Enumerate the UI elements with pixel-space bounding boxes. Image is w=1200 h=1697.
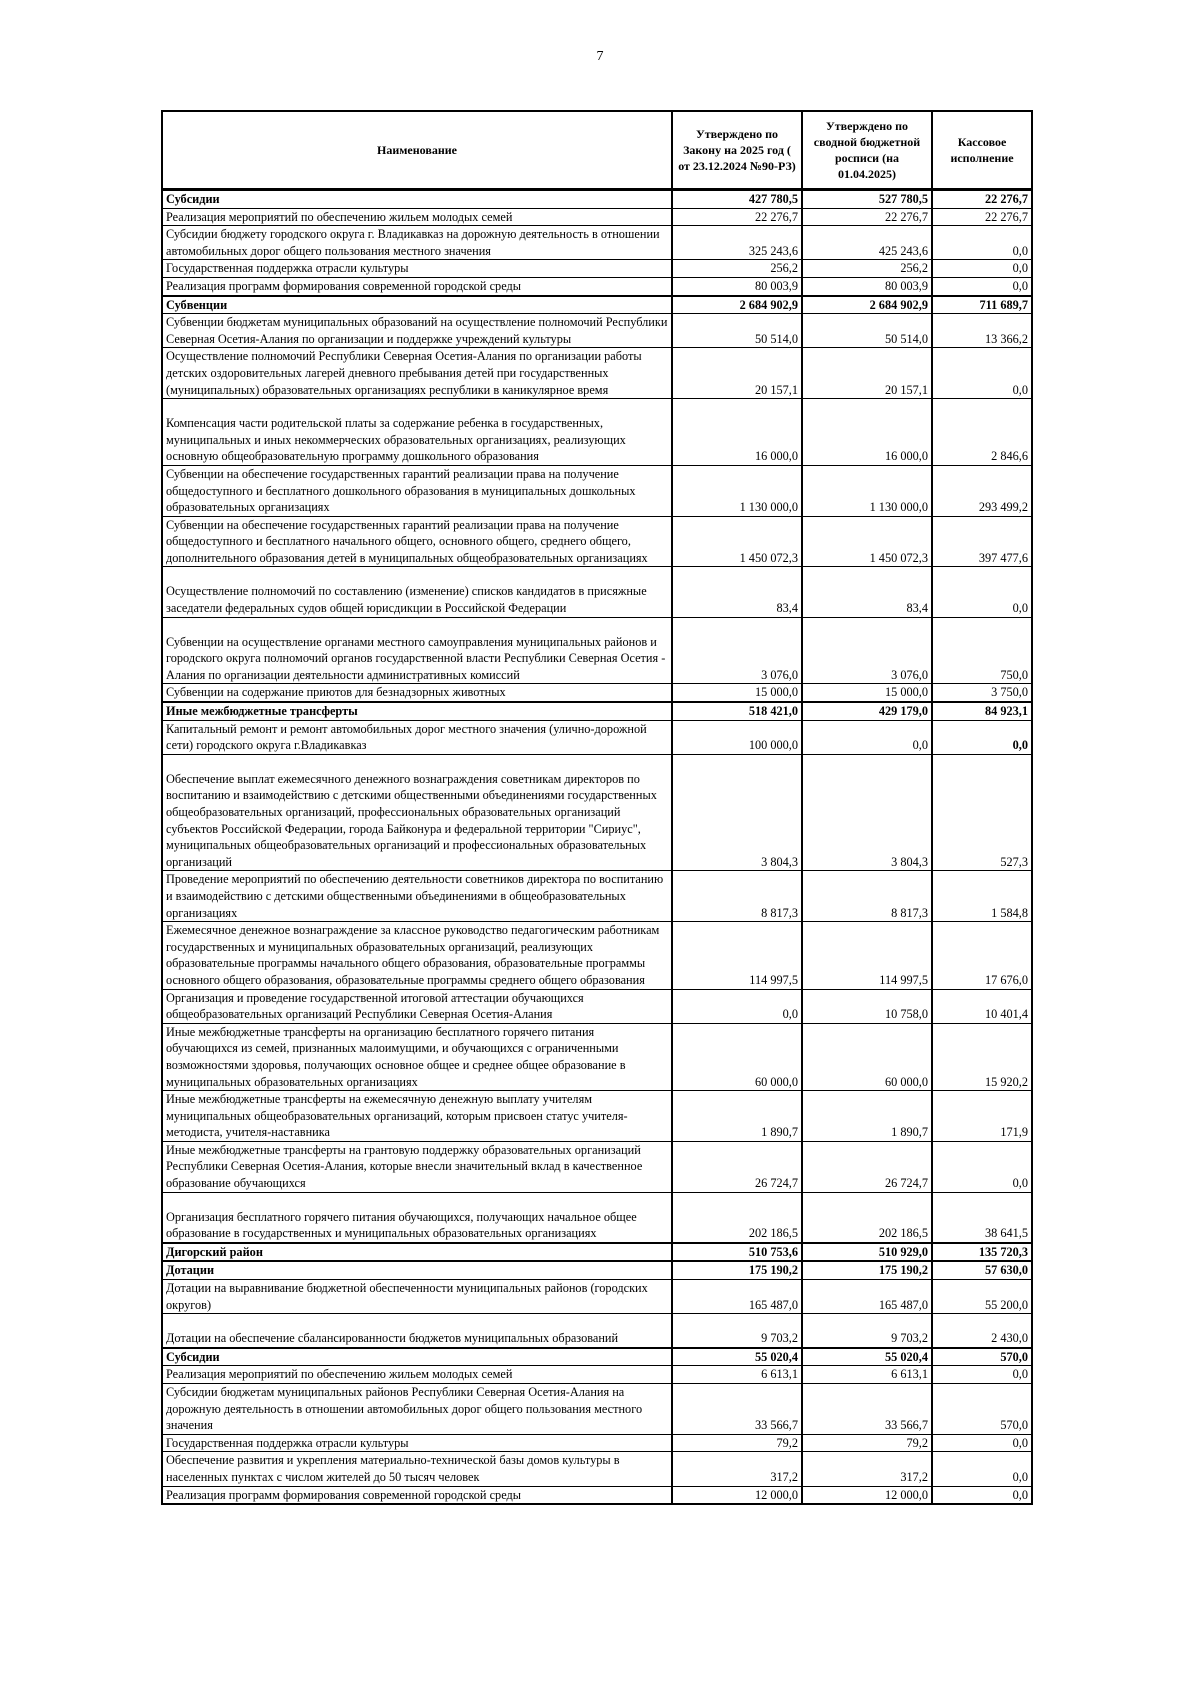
row-name: Реализация программ формирования современной городской среды [162, 277, 672, 295]
row-name: Субвенции на обеспечение государственных гарантий реализации права на получение общедоступного и бесплатного начального общего, основного общего, среднего общего, дополнительного образования детей в муниципальных общеобразовательных организациях [162, 516, 672, 567]
row-approved-list: 22 276,7 [802, 208, 932, 226]
row-approved-law: 2 684 902,9 [672, 296, 802, 314]
row-name: Ежемесячное денежное вознаграждение за классное руководство педагогическим работникам государственных и муниципальных образовательных организаций, реализующих образовательные программы начального общего образования, образовательные программы основного общего образования, образовательные программы среднего общего образования [162, 922, 672, 989]
table-body [162, 190, 1032, 1505]
row-cash-execution: 0,0 [932, 260, 1032, 278]
row-approved-law: 1 130 000,0 [672, 465, 802, 516]
row-name: Дотации на обеспечение сбалансированности бюджетов муниципальных образований [162, 1314, 672, 1348]
row-approved-list: 60 000,0 [802, 1023, 932, 1090]
row-approved-list: 33 566,7 [802, 1384, 932, 1435]
row-cash-execution: 527,3 [932, 754, 1032, 871]
table-row [162, 465, 1032, 516]
table-row [162, 399, 1032, 466]
row-cash-execution: 15 920,2 [932, 1023, 1032, 1090]
row-name: Иные межбюджетные трансферты на ежемесячную денежную выплату учителям муниципальных общеобразовательных организаций, которым присвоен статус учителя-методиста, учителя-наставника [162, 1091, 672, 1142]
row-cash-execution: 0,0 [932, 226, 1032, 260]
row-approved-list: 425 243,6 [802, 226, 932, 260]
row-approved-list: 0,0 [802, 720, 932, 754]
row-approved-law: 22 276,7 [672, 208, 802, 226]
row-cash-execution: 570,0 [932, 1384, 1032, 1435]
row-approved-law: 1 450 072,3 [672, 516, 802, 567]
row-approved-law: 325 243,6 [672, 226, 802, 260]
row-cash-execution: 38 641,5 [932, 1192, 1032, 1243]
row-approved-law: 20 157,1 [672, 348, 802, 399]
table-row [162, 1141, 1032, 1192]
table-row [162, 1023, 1032, 1090]
row-approved-law: 202 186,5 [672, 1192, 802, 1243]
row-approved-list: 2 684 902,9 [802, 296, 932, 314]
row-approved-law: 114 997,5 [672, 922, 802, 989]
row-name: Субсидии бюджету городского округа г. Владикавказ на дорожную деятельность в отношении автомобильных дорог общего пользования местного значения [162, 226, 672, 260]
row-approved-law: 3 076,0 [672, 617, 802, 684]
row-cash-execution: 293 499,2 [932, 465, 1032, 516]
row-approved-list: 1 130 000,0 [802, 465, 932, 516]
row-name: Субсидии [162, 1348, 672, 1366]
row-name: Реализация мероприятий по обеспечению жильем молодых семей [162, 208, 672, 226]
row-cash-execution: 2 430,0 [932, 1314, 1032, 1348]
row-name: Осуществление полномочий Республики Северная Осетия-Алания по организации работы детских оздоровительных лагерей дневного пребывания детей при государственных (муниципальных) образовательных организациях республики в каникулярное время [162, 348, 672, 399]
table-row [162, 720, 1032, 754]
row-cash-execution: 13 366,2 [932, 314, 1032, 348]
row-approved-law: 50 514,0 [672, 314, 802, 348]
row-approved-law: 15 000,0 [672, 684, 802, 702]
row-name: Проведение мероприятий по обеспечению деятельности советников директора по воспитанию и взаимодействию с детскими общественными объединениями в общеобразовательных организациях [162, 871, 672, 922]
row-approved-law: 60 000,0 [672, 1023, 802, 1090]
row-approved-law: 165 487,0 [672, 1280, 802, 1314]
row-approved-list: 3 076,0 [802, 617, 932, 684]
row-name: Иные межбюджетные трансферты на организацию бесплатного горячего питания обучающихся из семей, признанных малоимущими, и обучающихся с ограниченными возможностями здоровья, получающих основное общее и среднее общее образование в муниципальных образовательных организациях [162, 1023, 672, 1090]
table-row [162, 208, 1032, 226]
row-cash-execution: 0,0 [932, 1366, 1032, 1384]
header-approved-list: Утверждено по сводной бюджетной росписи (на 01.04.2025) [802, 111, 932, 190]
table-row [162, 684, 1032, 702]
row-name: Субвенции на осуществление органами местного самоуправления муниципальных районов и городского округа полномочий органов государственной власти Республики Северная Осетия - Алания по организации деятельности административных комиссий [162, 617, 672, 684]
table-row [162, 617, 1032, 684]
row-cash-execution: 10 401,4 [932, 989, 1032, 1023]
row-name: Дотации на выравнивание бюджетной обеспеченности муниципальных районов (городских округов) [162, 1280, 672, 1314]
table-row [162, 1348, 1032, 1366]
row-approved-list: 429 179,0 [802, 702, 932, 720]
row-approved-list: 8 817,3 [802, 871, 932, 922]
row-approved-list: 10 758,0 [802, 989, 932, 1023]
row-cash-execution: 0,0 [932, 1141, 1032, 1192]
table-row [162, 1314, 1032, 1348]
row-approved-law: 55 020,4 [672, 1348, 802, 1366]
row-name: Дотации [162, 1261, 672, 1279]
row-cash-execution: 750,0 [932, 617, 1032, 684]
row-approved-list: 175 190,2 [802, 1261, 932, 1279]
row-name: Государственная поддержка отрасли культуры [162, 260, 672, 278]
row-approved-law: 518 421,0 [672, 702, 802, 720]
table-row [162, 226, 1032, 260]
budget-table [161, 110, 1033, 1505]
row-name: Иные межбюджетные трансферты на грантовую поддержку образовательных организаций Республики Северная Осетия-Алания, которые внесли значительный вклад в качественное образование обучающихся [162, 1141, 672, 1192]
table-row [162, 702, 1032, 720]
row-approved-list: 6 613,1 [802, 1366, 932, 1384]
row-cash-execution: 0,0 [932, 1452, 1032, 1486]
row-approved-law: 16 000,0 [672, 399, 802, 466]
row-approved-list: 83,4 [802, 567, 932, 617]
row-approved-list: 510 929,0 [802, 1243, 932, 1262]
row-approved-law: 26 724,7 [672, 1141, 802, 1192]
table-row [162, 260, 1032, 278]
row-approved-list: 15 000,0 [802, 684, 932, 702]
row-cash-execution: 57 630,0 [932, 1261, 1032, 1279]
table-row [162, 871, 1032, 922]
row-name: Государственная поддержка отрасли культуры [162, 1434, 672, 1452]
row-approved-list: 114 997,5 [802, 922, 932, 989]
row-cash-execution: 1 584,8 [932, 871, 1032, 922]
row-name: Субвенции на содержание приютов для безнадзорных животных [162, 684, 672, 702]
row-cash-execution: 0,0 [932, 1486, 1032, 1504]
table-row [162, 296, 1032, 314]
table-row [162, 1261, 1032, 1279]
row-approved-list: 26 724,7 [802, 1141, 932, 1192]
row-approved-list: 165 487,0 [802, 1280, 932, 1314]
table-row [162, 314, 1032, 348]
row-name: Компенсация части родительской платы за содержание ребенка в государственных, муниципальных и иных некоммерческих образовательных организациях, реализующих основную общеобразовательную программу дошкольного образования [162, 399, 672, 466]
row-cash-execution: 570,0 [932, 1348, 1032, 1366]
table-row [162, 1452, 1032, 1486]
row-approved-law: 79,2 [672, 1434, 802, 1452]
row-name: Иные межбюджетные трансферты [162, 702, 672, 720]
table-row [162, 1091, 1032, 1142]
row-approved-law: 80 003,9 [672, 277, 802, 295]
row-approved-list: 55 020,4 [802, 1348, 932, 1366]
row-cash-execution: 711 689,7 [932, 296, 1032, 314]
row-name: Обеспечение выплат ежемесячного денежного вознаграждения советникам директоров по воспитанию и взаимодействию с детскими общественными объединениями государственных общеобразовательных организаций, профессиональных образовательных организаций субъектов Российской Федерации, города Байконура и федеральной территории "Сириус", муниципальных общеобразовательных организаций и профессиональных образовательных организаций [162, 754, 672, 871]
row-approved-list: 50 514,0 [802, 314, 932, 348]
row-approved-law: 510 753,6 [672, 1243, 802, 1262]
row-name: Субсидии [162, 190, 672, 209]
row-name: Организация и проведение государственной итоговой аттестации обучающихся общеобразовательных организаций Республики Северная Осетия-Алания [162, 989, 672, 1023]
row-approved-list: 9 703,2 [802, 1314, 932, 1348]
row-approved-list: 1 890,7 [802, 1091, 932, 1142]
row-name: Субвенции на обеспечение государственных гарантий реализации права на получение общедоступного и бесплатного дошкольного образования в муниципальных дошкольных образовательных организациях [162, 465, 672, 516]
row-cash-execution: 22 276,7 [932, 190, 1032, 209]
row-name: Субсидии бюджетам муниципальных районов Республики Северная Осетия-Алания на дорожную деятельность в отношении автомобильных дорог общего пользования местного значения [162, 1384, 672, 1435]
row-cash-execution: 0,0 [932, 348, 1032, 399]
row-cash-execution: 2 846,6 [932, 399, 1032, 466]
row-approved-law: 8 817,3 [672, 871, 802, 922]
row-name: Дигорский район [162, 1243, 672, 1262]
row-cash-execution: 84 923,1 [932, 702, 1032, 720]
row-approved-list: 527 780,5 [802, 190, 932, 209]
table-row [162, 1486, 1032, 1504]
row-name: Организация бесплатного горячего питания обучающихся, получающих начальное общее образование в государственных и муниципальных образовательных организациях [162, 1192, 672, 1243]
row-approved-law: 317,2 [672, 1452, 802, 1486]
table-row [162, 1384, 1032, 1435]
row-approved-list: 12 000,0 [802, 1486, 932, 1504]
table-row [162, 348, 1032, 399]
row-approved-law: 175 190,2 [672, 1261, 802, 1279]
row-approved-list: 202 186,5 [802, 1192, 932, 1243]
table-row [162, 190, 1032, 209]
row-name: Реализация мероприятий по обеспечению жильем молодых семей [162, 1366, 672, 1384]
header-name: Наименование [162, 111, 672, 190]
row-name: Обеспечение развития и укрепления материально-технической базы домов культуры в населенных пунктах с числом жителей до 50 тысяч человек [162, 1452, 672, 1486]
row-approved-law: 6 613,1 [672, 1366, 802, 1384]
table-row [162, 922, 1032, 989]
row-approved-law: 33 566,7 [672, 1384, 802, 1435]
table-row [162, 1366, 1032, 1384]
row-approved-law: 9 703,2 [672, 1314, 802, 1348]
row-name: Реализация программ формирования современной городской среды [162, 1486, 672, 1504]
row-approved-list: 1 450 072,3 [802, 516, 932, 567]
row-approved-law: 100 000,0 [672, 720, 802, 754]
row-name: Субвенции [162, 296, 672, 314]
table-row [162, 516, 1032, 567]
row-approved-list: 256,2 [802, 260, 932, 278]
row-approved-list: 80 003,9 [802, 277, 932, 295]
row-cash-execution: 397 477,6 [932, 516, 1032, 567]
row-approved-law: 3 804,3 [672, 754, 802, 871]
row-cash-execution: 0,0 [932, 567, 1032, 617]
row-cash-execution: 0,0 [932, 1434, 1032, 1452]
row-cash-execution: 171,9 [932, 1091, 1032, 1142]
row-name: Осуществление полномочий по составлению (изменение) списков кандидатов в присяжные заседатели федеральных судов общей юрисдикции в Российской Федерации [162, 567, 672, 617]
row-approved-law: 83,4 [672, 567, 802, 617]
row-cash-execution: 22 276,7 [932, 208, 1032, 226]
table-row [162, 989, 1032, 1023]
row-approved-law: 256,2 [672, 260, 802, 278]
header-approved-law: Утверждено по Закону на 2025 год ( от 23.12.2024 №90-РЗ) [672, 111, 802, 190]
table-row [162, 1434, 1032, 1452]
row-name: Субвенции бюджетам муниципальных образований на осуществление полномочий Республики Северная Осетия-Алания по организации и поддержке учреждений культуры [162, 314, 672, 348]
table-row [162, 277, 1032, 295]
row-name: Капитальный ремонт и ремонт автомобильных дорог местного значения (улично-дорожной сети) городского округа г.Владикавказ [162, 720, 672, 754]
row-cash-execution: 17 676,0 [932, 922, 1032, 989]
row-approved-list: 3 804,3 [802, 754, 932, 871]
table-row [162, 1192, 1032, 1243]
row-cash-execution: 55 200,0 [932, 1280, 1032, 1314]
row-cash-execution: 0,0 [932, 720, 1032, 754]
row-approved-law: 1 890,7 [672, 1091, 802, 1142]
row-cash-execution: 0,0 [932, 277, 1032, 295]
row-approved-law: 0,0 [672, 989, 802, 1023]
row-approved-law: 427 780,5 [672, 190, 802, 209]
table-row [162, 754, 1032, 871]
row-approved-list: 317,2 [802, 1452, 932, 1486]
header-cash-execution: Кассовое исполнение [932, 111, 1032, 190]
row-approved-list: 20 157,1 [802, 348, 932, 399]
row-approved-list: 79,2 [802, 1434, 932, 1452]
table-row [162, 1243, 1032, 1262]
row-cash-execution: 135 720,3 [932, 1243, 1032, 1262]
table-header [162, 111, 1032, 190]
table-row [162, 1280, 1032, 1314]
page-number: 7 [596, 49, 604, 64]
row-approved-list: 16 000,0 [802, 399, 932, 466]
row-approved-law: 12 000,0 [672, 1486, 802, 1504]
row-cash-execution: 3 750,0 [932, 684, 1032, 702]
table-row [162, 567, 1032, 617]
